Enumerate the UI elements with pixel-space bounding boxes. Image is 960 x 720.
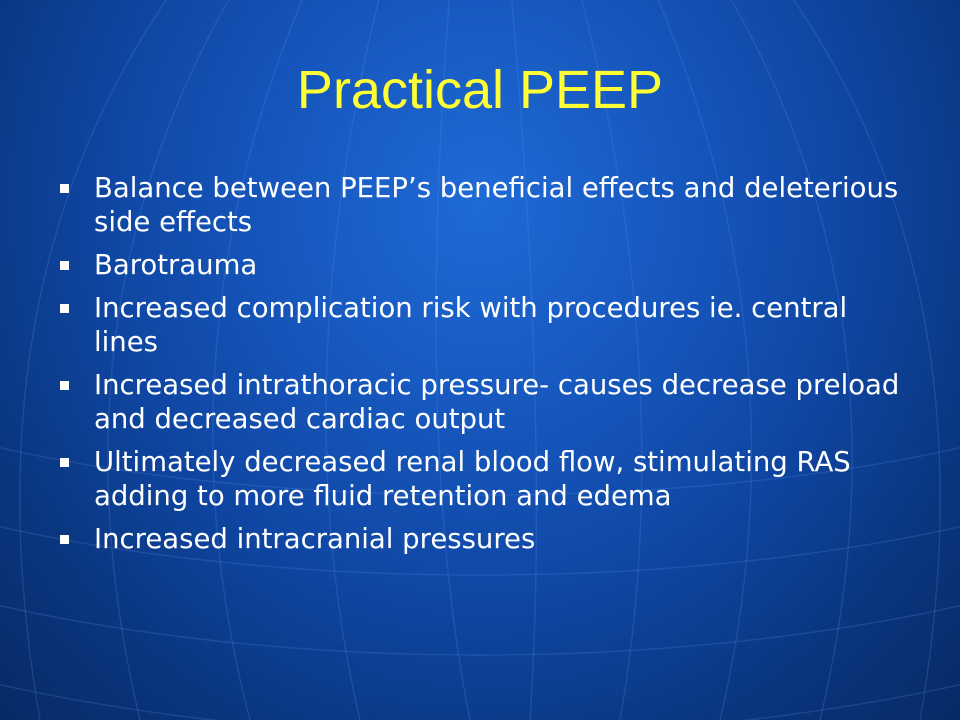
bullet-list bbox=[56, 171, 916, 565]
bullet-text: Barotrauma bbox=[94, 249, 258, 281]
square-bullet-icon bbox=[60, 184, 69, 193]
list-item bbox=[56, 248, 916, 282]
square-bullet-icon bbox=[60, 381, 69, 390]
slide-title: Practical PEEP bbox=[296, 60, 664, 120]
list-item bbox=[56, 171, 916, 239]
bullet-text: Increased intracranial pressures bbox=[94, 523, 536, 555]
list-item bbox=[56, 445, 916, 513]
bullet-text: Ultimately decreased renal blood flow, stimulating RAS adding to more fluid retention and edema bbox=[94, 446, 851, 512]
bullet-text: Balance between PEEP’s beneficial effects and deleterious side effects bbox=[94, 172, 899, 238]
square-bullet-icon bbox=[60, 304, 69, 313]
square-bullet-icon bbox=[60, 458, 69, 467]
square-bullet-icon bbox=[60, 535, 69, 544]
list-item bbox=[56, 522, 916, 556]
list-item bbox=[56, 291, 916, 359]
bullet-text: Increased intrathoracic pressure- causes decrease preload and decreased cardiac output bbox=[94, 369, 900, 435]
list-item bbox=[56, 368, 916, 436]
square-bullet-icon bbox=[60, 261, 69, 270]
bullet-text: Increased complication risk with procedures ie. central lines bbox=[94, 292, 848, 358]
